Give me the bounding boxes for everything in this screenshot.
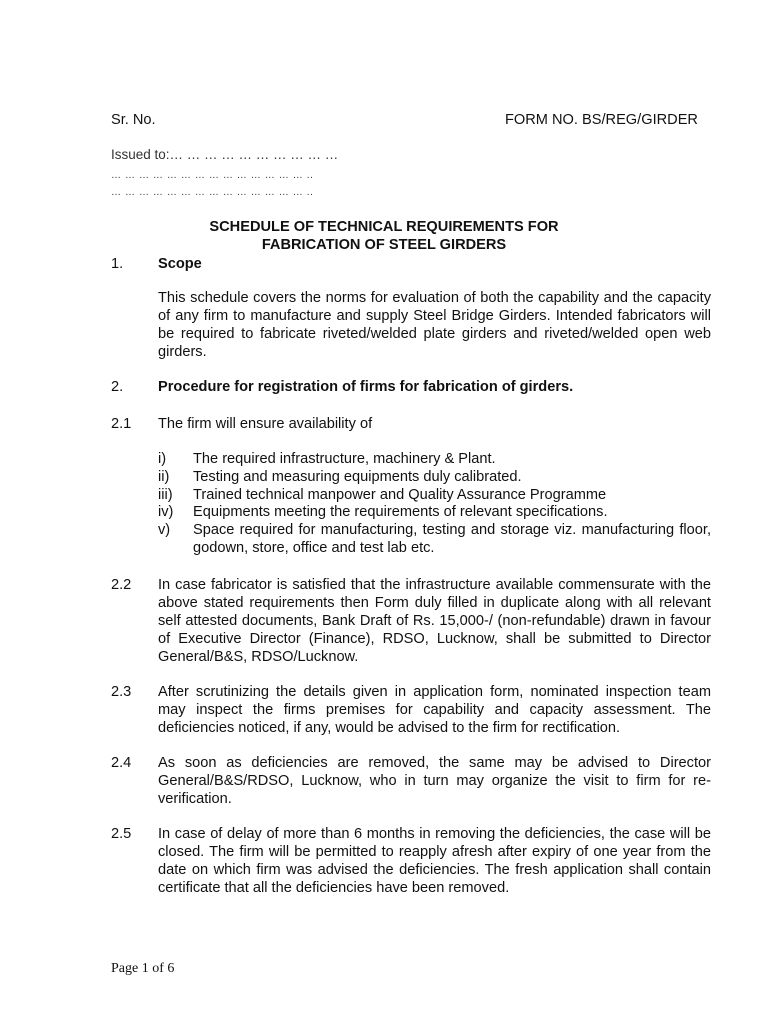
list-item-text: Trained technical manpower and Quality Assurance Programme xyxy=(193,487,607,503)
clause-2-5-text: In case of delay of more than 6 months in removing the deficiencies, the case will be closed. The firm will be permitted to reapply afresh after expiry of one year from the date on which firm was advised the deficiencies. The fresh application shall contain certificate that all the deficiencies have been removed. xyxy=(158,826,711,896)
list-item-marker: iv) xyxy=(158,504,174,520)
list-item-marker: iii) xyxy=(158,487,173,503)
section-2-heading: Procedure for registration of firms for fabrication of girders. xyxy=(158,379,574,395)
clause-2-3-number: 2.3 xyxy=(111,684,132,700)
issued-to-dots-1: … … … … … … … … … … … … … … .. xyxy=(111,170,314,181)
document-title-line-1: SCHEDULE OF TECHNICAL REQUIREMENTS FOR xyxy=(209,219,559,235)
page-number: Page 1 of 6 xyxy=(111,961,175,976)
clause-2-2-text: In case fabricator is satisfied that the infrastructure available commensurate with the above stated requirements then Form duly filled in duplicate along with all relevant self attested documents, Bank Draft of Rs. 15,000-/ (non-refundable) drawn in favour of Executive Director (Finance), RDSO, Lucknow, shall be submitted to Director General/B&S, RDSO/Lucknow. xyxy=(158,577,711,665)
form-number: FORM NO. BS/REG/GIRDER xyxy=(505,112,698,128)
issued-to-dots-2: … … … … … … … … … … … … … … .. xyxy=(111,187,314,198)
clause-2-4-text: As soon as deficiencies are removed, the same may be advised to Director General/B&S/RDSO, Lucknow, who in turn may organize the visit to firm for re-verification. xyxy=(158,755,711,807)
issued-to-line: Issued to:… … … … … … … … … … xyxy=(111,147,339,162)
serial-number-label: Sr. No. xyxy=(111,112,156,128)
clause-2-5-number: 2.5 xyxy=(111,826,132,842)
list-item-text: Testing and measuring equipments duly calibrated. xyxy=(193,469,522,485)
section-1-number: 1. xyxy=(111,256,124,272)
clause-2-4-number: 2.4 xyxy=(111,755,132,771)
document-title-line-2: FABRICATION OF STEEL GIRDERS xyxy=(261,237,507,253)
clause-2-1-number: 2.1 xyxy=(111,416,132,432)
clause-2-2-number: 2.2 xyxy=(111,577,132,593)
list-item-text: Space required for manufacturing, testing and storage viz. manufacturing floor, godown, store, office and test lab etc. xyxy=(193,522,711,556)
section-1-text: This schedule covers the norms for evaluation of both the capability and the capacity of any firm to manufacture and supply Steel Bridge Girders. Intended fabricators will be required to fabricate riveted/welded plate girders and riveted/welded open web girders. xyxy=(158,290,711,360)
list-item-marker: ii) xyxy=(158,469,170,485)
clause-2-3-text: After scrutinizing the details given in application form, nominated inspection team may inspect the firms premises for capability and capacity assessment. The deficiencies noticed, if any, would be advised to the firm for rectification. xyxy=(158,684,711,736)
list-item-text: Equipments meeting the requirements of relevant specifications. xyxy=(193,504,608,520)
list-item-marker: i) xyxy=(158,451,167,467)
section-2-number: 2. xyxy=(111,379,124,395)
section-1-heading: Scope xyxy=(158,256,202,272)
clause-2-1-text: The firm will ensure availability of xyxy=(158,416,373,432)
list-item-text: The required infrastructure, machinery & Plant. xyxy=(193,451,496,467)
list-item-marker: v) xyxy=(158,522,171,538)
